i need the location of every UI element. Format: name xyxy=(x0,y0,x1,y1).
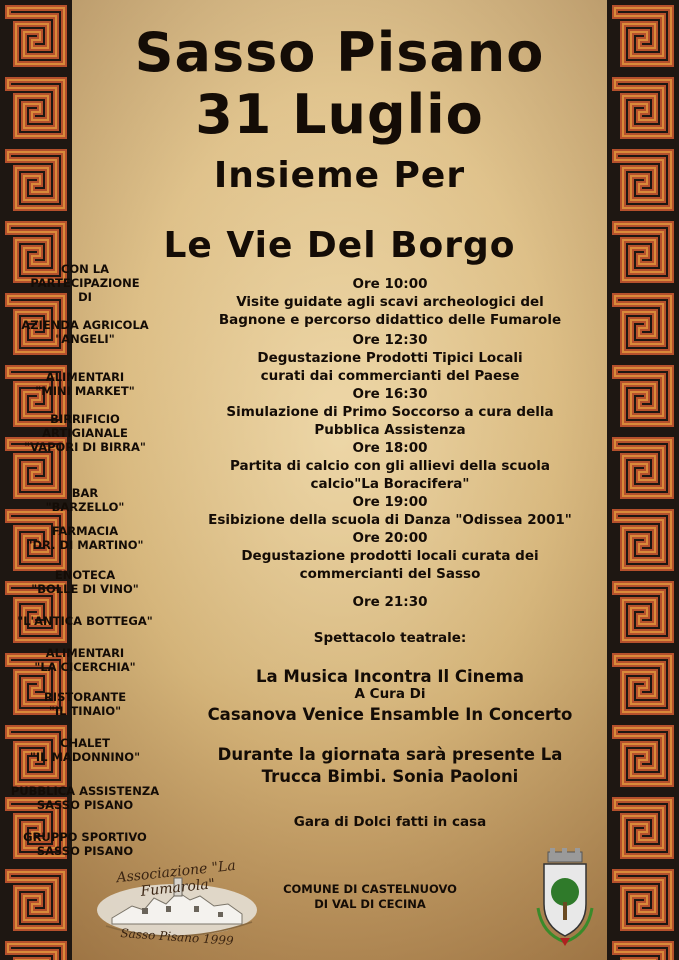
sponsor-line: ALIMENTARI xyxy=(45,370,125,384)
program-line: Trucca Bimbi. Sonia Paoloni xyxy=(261,767,519,786)
sponsor-line: AZIENDA AGRICOLA xyxy=(21,318,149,332)
program-line: calcio"La Boracifera" xyxy=(310,476,470,492)
coat-of-arms-tree-icon xyxy=(532,848,598,948)
program-line: Spettacolo teatrale: xyxy=(313,630,467,646)
sponsor-line: ENOTECA xyxy=(54,568,116,582)
sponsor-line: PUBBLICA ASSISTENZA xyxy=(10,784,160,798)
program-line: Ore 18:00 xyxy=(352,440,428,456)
sponsor-line: CHALET xyxy=(60,736,110,750)
program-line: commercianti del Sasso xyxy=(299,566,481,582)
sponsor-item xyxy=(10,262,160,304)
program-line: Ore 16:30 xyxy=(352,386,428,402)
program-line: Partita di calcio con gli allievi della scuola xyxy=(229,458,550,474)
program-line: Ore 21:30 xyxy=(352,594,428,610)
program-line: Gara di Dolci fatti in casa xyxy=(293,814,487,830)
poster-subtitle-2: Le Vie Del Borgo xyxy=(163,225,516,266)
municipality-line-1: COMUNE DI CASTELNUOVO xyxy=(283,882,457,896)
sponsor-line: PARTECIPAZIONE xyxy=(30,276,140,290)
left-meander-border xyxy=(0,0,72,960)
sponsor-line: "LA CICERCHIA" xyxy=(34,660,136,674)
sponsor-line: "ANGELI" xyxy=(55,332,115,346)
sponsor-item xyxy=(10,486,160,514)
poster-title-date: 31 Luglio xyxy=(195,83,484,146)
sponsor-line: FARMACIA xyxy=(51,524,119,538)
sponsor-line: RISTORANTE xyxy=(43,690,127,704)
program-line: Degustazione prodotti locali curata dei xyxy=(241,548,539,564)
program-line: La Musica Incontra Il Cinema xyxy=(256,667,524,686)
sponsor-line: BIRRIFICIO xyxy=(50,412,120,426)
sponsor-line: ARTIGIANALE xyxy=(42,426,128,440)
sponsor-item xyxy=(10,690,160,718)
program-line: Casanova Venice Ensamble In Concerto xyxy=(207,705,573,724)
municipality-line-2: DI VAL DI CECINA xyxy=(314,897,426,911)
sponsor-item xyxy=(10,646,160,674)
coat-of-arms xyxy=(532,848,598,948)
sponsor-item xyxy=(10,568,160,596)
sponsor-line: "IL TINAIO" xyxy=(48,704,122,718)
program-line: Ore 12:30 xyxy=(352,332,428,348)
sponsor-line: "IL MADONNINO" xyxy=(29,750,141,764)
sponsor-line: SASSO PISANO xyxy=(36,844,134,858)
sponsor-line: DI xyxy=(78,290,92,304)
sponsor-line: SASSO PISANO xyxy=(36,798,134,812)
sponsor-item xyxy=(10,614,160,628)
program-line: Bagnone e percorso didattico delle Fumarole xyxy=(218,312,562,328)
sponsor-item xyxy=(10,318,160,346)
sponsor-line: "DR. DI MARTINO" xyxy=(26,538,144,552)
poster-subtitle-1: Insieme Per xyxy=(213,155,466,196)
sponsor-item xyxy=(10,370,160,398)
sponsor-item xyxy=(10,784,160,812)
sponsor-line: "VAPORI DI BIRRA" xyxy=(24,440,146,454)
program-line: curati dai commercianti del Paese xyxy=(260,368,520,384)
sponsor-line: ALIMENTARI xyxy=(45,646,125,660)
sponsor-line: GRUPPO SPORTIVO xyxy=(23,830,147,844)
sponsor-item xyxy=(10,830,160,858)
program-line: Degustazione Prodotti Tipici Locali xyxy=(257,350,523,366)
program-line: Ore 10:00 xyxy=(352,276,428,292)
program-line: Simulazione di Primo Soccorso a cura della xyxy=(226,404,554,420)
sponsor-item xyxy=(10,412,160,454)
program-line: Ore 20:00 xyxy=(352,530,428,546)
sponsor-line: CON LA xyxy=(60,262,110,276)
poster-title-place: Sasso Pisano xyxy=(134,21,545,84)
program-line: Visite guidate agli scavi archeologici del xyxy=(236,294,544,310)
program-line: Durante la giornata sarà presente La xyxy=(217,745,563,764)
municipality-name xyxy=(270,882,470,912)
sponsor-line: "BARZELLO" xyxy=(45,500,125,514)
sponsor-line: "L'ANTICA BOTTEGA" xyxy=(17,614,153,628)
association-logo xyxy=(82,856,272,952)
program-line: A Cura Di xyxy=(354,686,426,702)
sponsor-line: "MINI MARKET" xyxy=(35,384,135,398)
program-line: Pubblica Assistenza xyxy=(314,422,466,438)
sponsor-item xyxy=(10,524,160,552)
association-name: Associazione "La Fumarola" xyxy=(115,857,237,900)
sponsor-item xyxy=(10,736,160,764)
program-line: Esibizione della scuola di Danza "Odissea 2001" xyxy=(208,512,572,528)
sponsor-line: BAR xyxy=(71,486,99,500)
left-meander-pattern xyxy=(0,0,72,960)
program-line: Ore 19:00 xyxy=(352,494,428,510)
sponsor-line: "BOLLE DI VINO" xyxy=(31,582,139,596)
association-place: Sasso Pisano 1999 xyxy=(120,926,234,948)
